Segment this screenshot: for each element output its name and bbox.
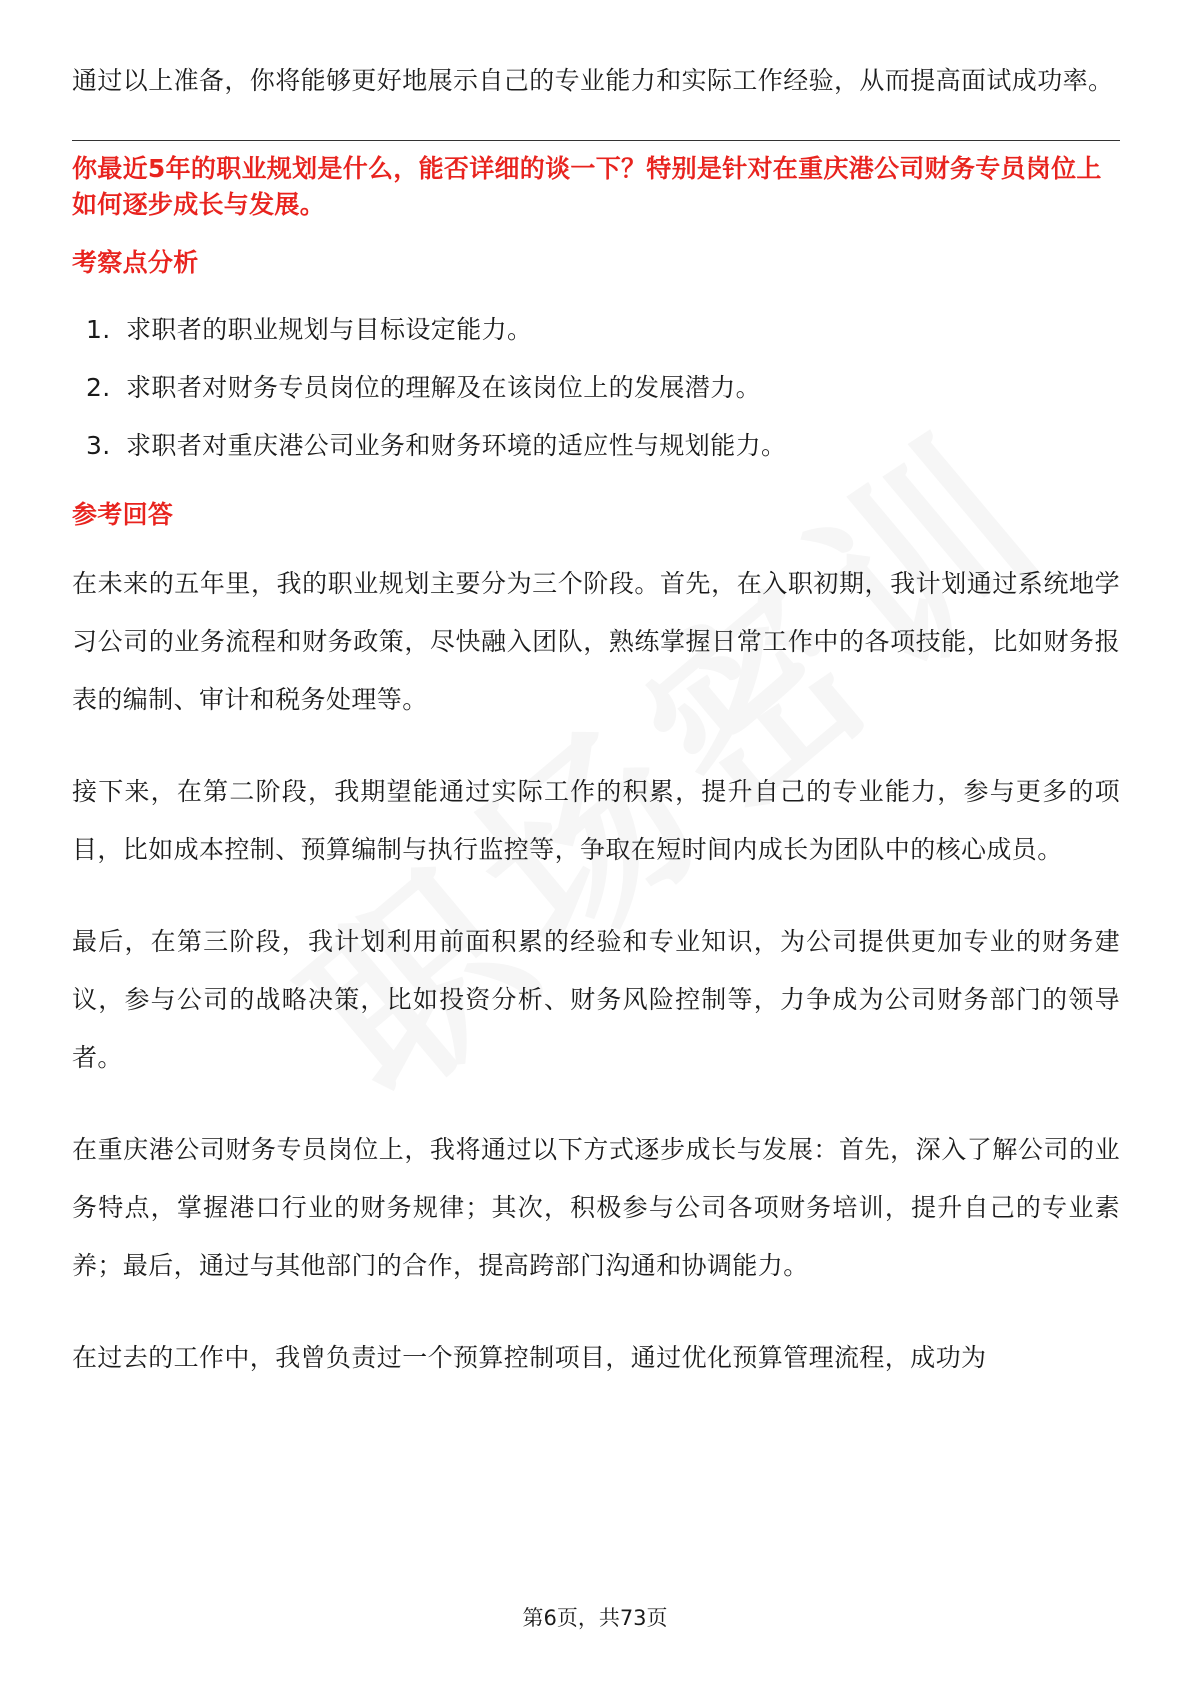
answer-paragraph: 最后，在第三阶段，我计划利用前面积累的经验和专业知识，为公司提供更加专业的财务建议，参与公司的战略决策，比如投资分析、财务风险控制等，力争成为公司财务部门的领导者。 [72,927,1120,1072]
list-item [86,417,1120,475]
list-item-number: 2. [86,373,111,402]
answer-heading: 参考回答 [72,500,174,529]
list-item-text: 求职者对重庆港公司业务和财务环境的适应性与规划能力。 [126,431,787,460]
answer-paragraph: 在过去的工作中，我曾负责过一个预算控制项目，通过优化预算管理流程，成功为 [72,1343,987,1372]
list-item-text: 求职者的职业规划与目标设定能力。 [126,315,533,344]
answer-paragraph: 在未来的五年里，我的职业规划主要分为三个阶段。首先，在入职初期，我计划通过系统地学习公司的业务流程和财务政策，尽快融入团队，熟练掌握日常工作中的各项技能，比如财务报表的编制、审计和税务处理等。 [72,569,1120,714]
section-divider [72,140,1120,141]
page-content [72,52,1120,1387]
list-item-number: 3. [86,431,111,460]
answer-paragraph: 在重庆港公司财务专员岗位上，我将通过以下方式逐步成长与发展：首先，深入了解公司的业务特点，掌握港口行业的财务规律；其次，积极参与公司各项财务培训，提升自己的专业素养；最后，通过与其他部门的合作，提高跨部门沟通和协调能力。 [72,1135,1120,1280]
interview-question: 你最近5年的职业规划是什么，能否详细的谈一下？特别是针对在重庆港公司财务专员岗位上如何逐步成长与发展。 [72,154,1102,219]
analysis-list [72,301,1120,475]
page-footer: 第6页，共73页 [522,1606,668,1630]
list-item [86,301,1120,359]
analysis-heading: 考察点分析 [72,248,199,277]
intro-paragraph: 通过以上准备，你将能够更好地展示自己的专业能力和实际工作经验，从而提高面试成功率。 [72,66,1114,95]
list-item-text: 求职者对财务专员岗位的理解及在该岗位上的发展潜力。 [126,373,762,402]
list-item [86,359,1120,417]
list-item-number: 1. [86,315,111,344]
answer-paragraph: 接下来，在第二阶段，我期望能通过实际工作的积累，提升自己的专业能力，参与更多的项目，比如成本控制、预算编制与执行监控等，争取在短时间内成长为团队中的核心成员。 [72,777,1120,864]
